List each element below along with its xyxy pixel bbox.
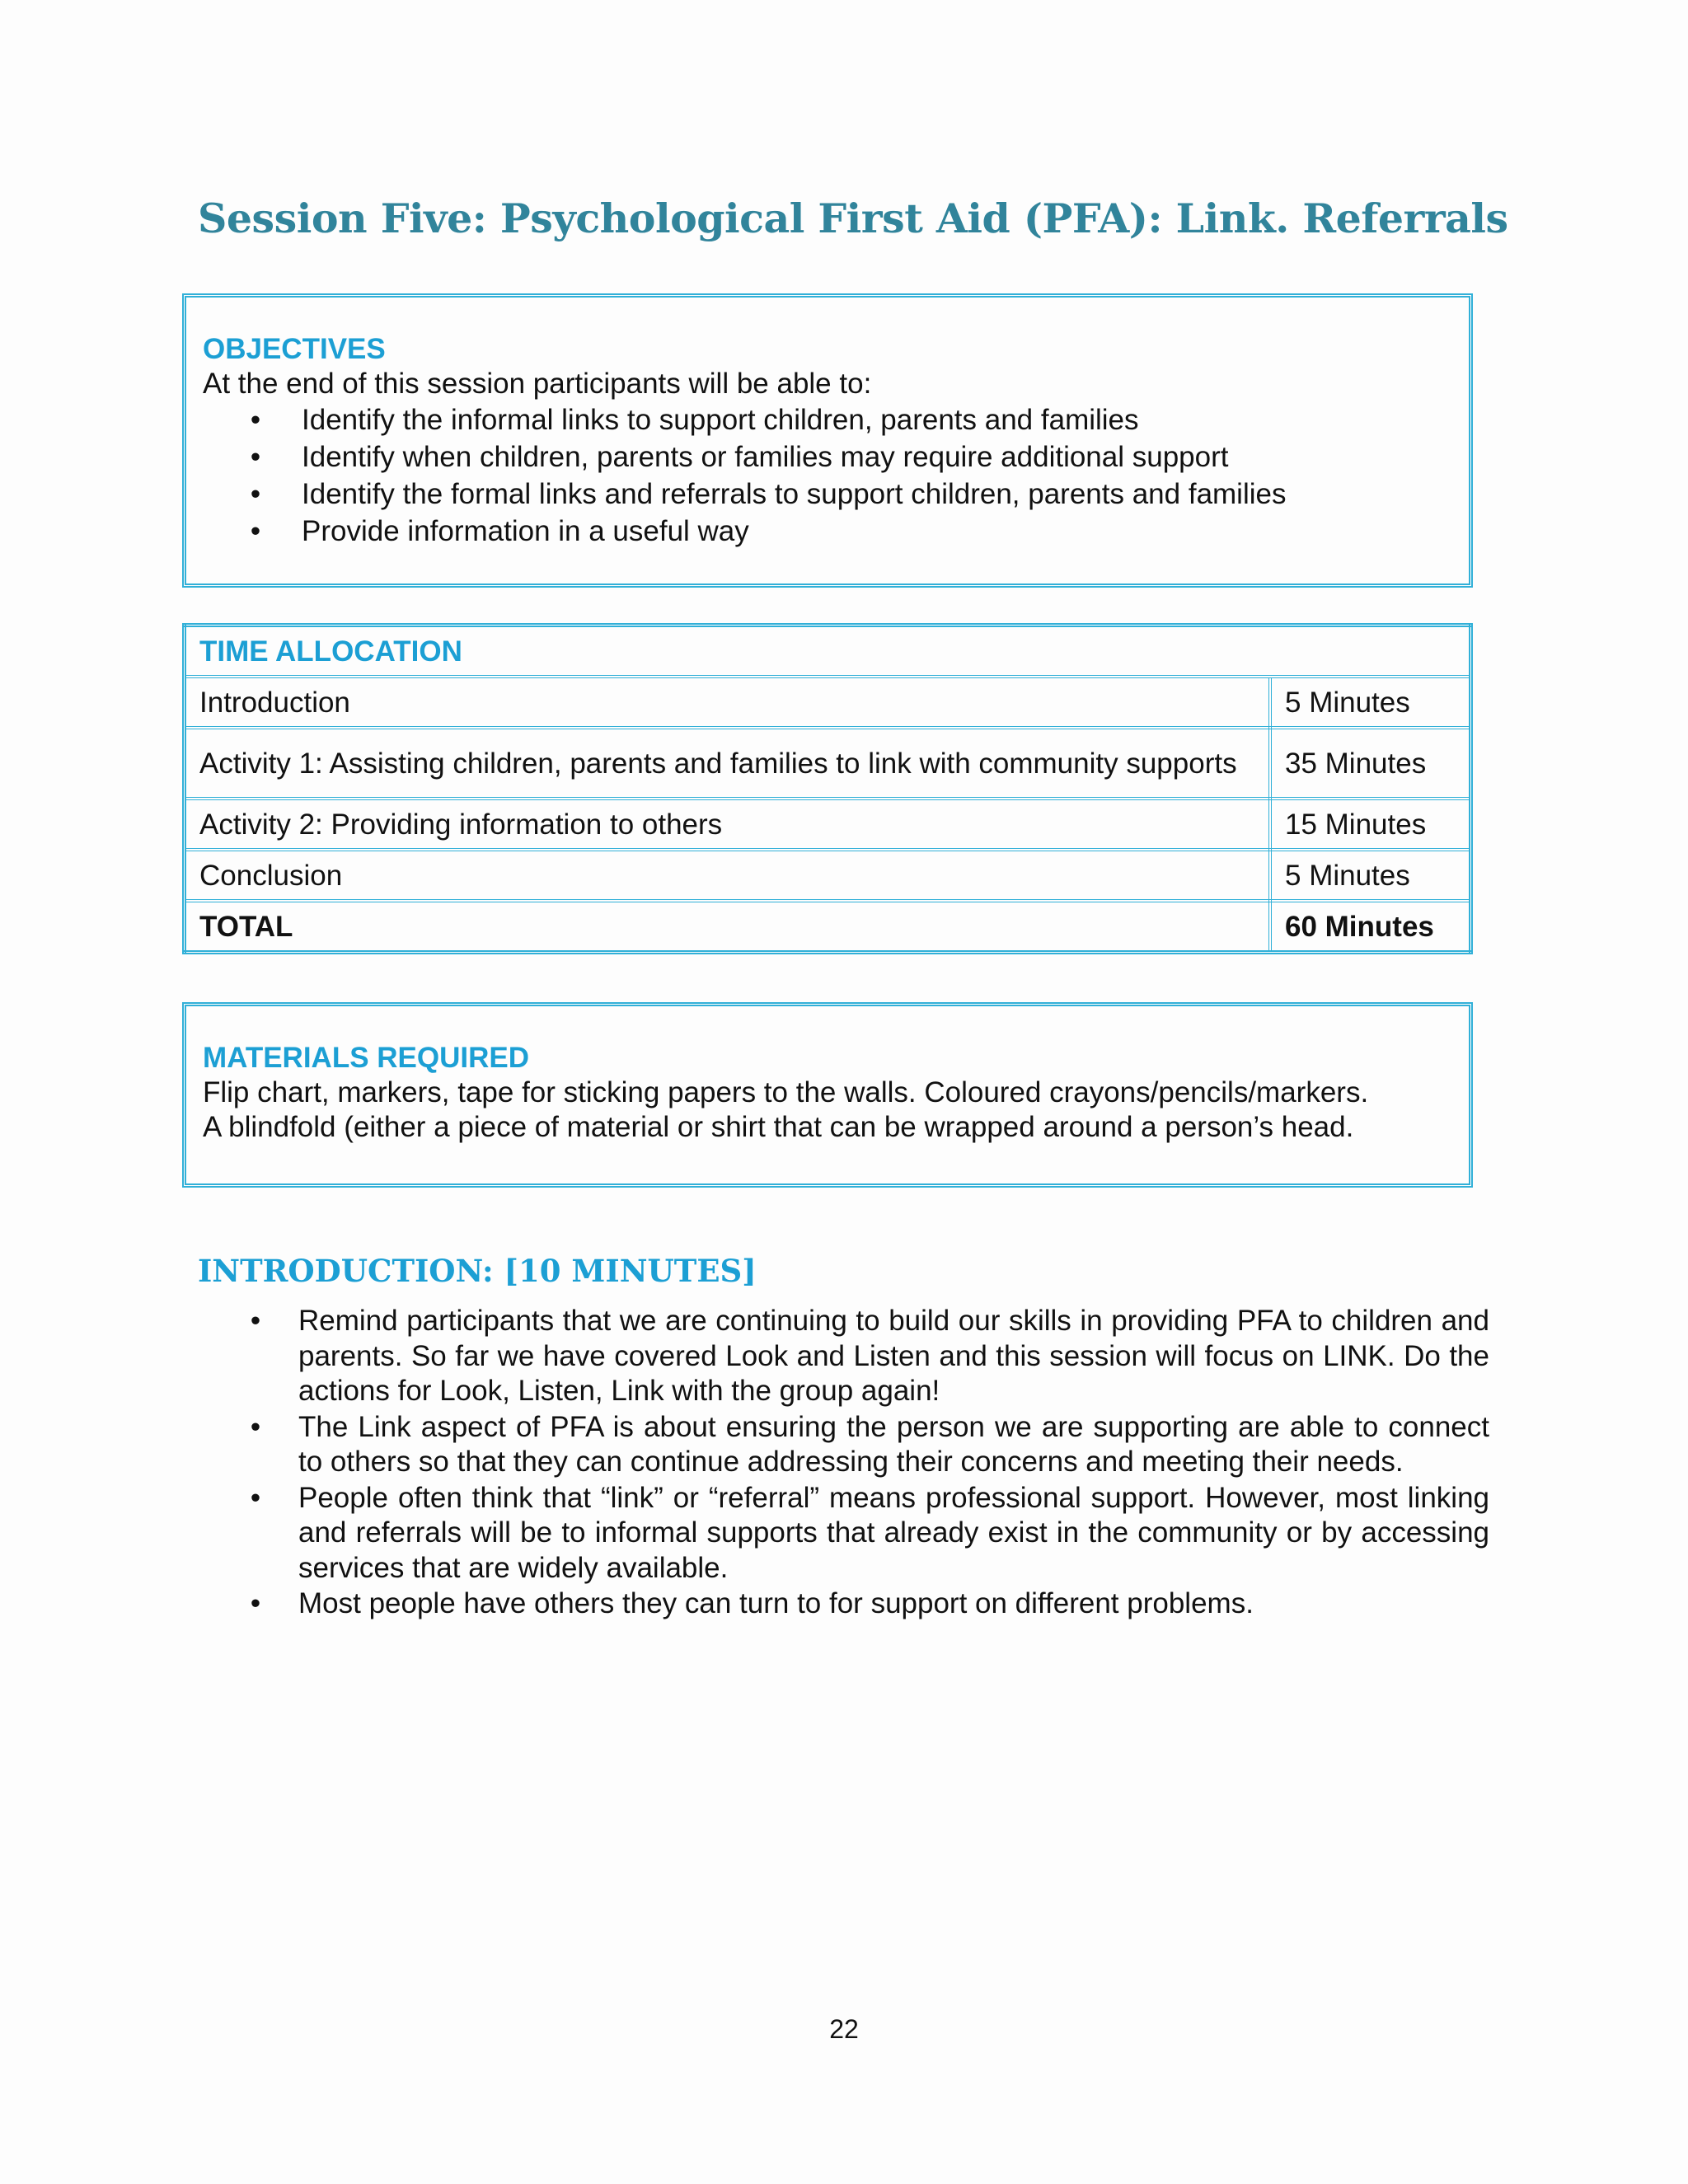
objectives-list	[203, 401, 1469, 550]
bullet-icon: •	[250, 441, 261, 473]
total-label-cell: TOTAL	[185, 901, 1271, 953]
objectives-heading: OBJECTIVES	[203, 333, 386, 365]
list-item: • People often think that “link” or “referral” means professional support. However, most linking and referrals will be to informal supports that already exist in the community or by accessing services that are widely available.	[239, 1481, 1489, 1586]
list-item: • Most people have others they can turn to for support on different problems.	[239, 1586, 1489, 1622]
bullet-icon: •	[250, 515, 261, 547]
table-header-row	[185, 626, 1471, 677]
table-total-row	[185, 901, 1471, 953]
time-allocation-heading: TIME ALLOCATION	[185, 626, 1471, 677]
minutes-cell: 5 Minutes	[1270, 850, 1471, 901]
materials-box	[182, 1002, 1473, 1188]
list-item: • Identify the informal links to support children, parents and families	[203, 401, 1469, 438]
activity-cell: Activity 1: Assisting children, parents and families to link with community supports	[185, 728, 1271, 799]
table-row	[185, 850, 1471, 901]
objectives-box	[182, 293, 1473, 588]
bullet-icon: •	[250, 404, 261, 436]
bullet-icon: •	[250, 1305, 261, 1337]
materials-line: A blindfold (either a piece of material or shirt that can be wrapped around a person’s head.	[203, 1111, 1354, 1143]
bullet-icon: •	[250, 1481, 261, 1514]
list-item: • Remind participants that we are continuing to build our skills in providing PFA to children and parents. So far we have covered Look and Listen and this session will focus on LINK. Do the actions for Look, Listen, Link with the group again!	[239, 1304, 1489, 1409]
activity-cell: Activity 2: Providing information to others	[185, 799, 1271, 850]
introduction-list	[239, 1304, 1489, 1623]
table-row	[185, 677, 1471, 728]
table-row	[185, 728, 1471, 799]
list-item: • Identify when children, parents or families may require additional support	[203, 438, 1469, 476]
introduction-heading: INTRODUCTION: [10 MINUTES]	[198, 1253, 757, 1289]
bullet-icon: •	[250, 1410, 261, 1443]
list-item: • The Link aspect of PFA is about ensuring the person we are supporting are able to connect to others so that they can continue addressing their concerns and meeting their needs.	[239, 1410, 1489, 1480]
list-item: • Provide information in a useful way	[203, 513, 1469, 550]
materials-heading: MATERIALS REQUIRED	[203, 1042, 530, 1074]
time-allocation-table	[182, 623, 1473, 954]
list-item: • Identify the formal links and referrals to support children, parents and families	[203, 476, 1469, 513]
activity-cell: Conclusion	[185, 850, 1271, 901]
total-minutes-cell: 60 Minutes	[1270, 901, 1471, 953]
minutes-cell: 35 Minutes	[1270, 728, 1471, 799]
materials-line: Flip chart, markers, tape for sticking papers to the walls. Coloured crayons/pencils/markers.	[203, 1076, 1369, 1108]
bullet-icon: •	[250, 478, 261, 510]
page-number: 22	[829, 2014, 859, 2044]
page-title: Session Five: Psychological First Aid (PFA): Link. Referrals	[198, 194, 1508, 242]
table-row	[185, 799, 1471, 850]
bullet-icon: •	[250, 1587, 261, 1619]
activity-cell: Introduction	[185, 677, 1271, 728]
objectives-intro: At the end of this session participants will be able to:	[203, 368, 872, 400]
minutes-cell: 5 Minutes	[1270, 677, 1471, 728]
minutes-cell: 15 Minutes	[1270, 799, 1471, 850]
